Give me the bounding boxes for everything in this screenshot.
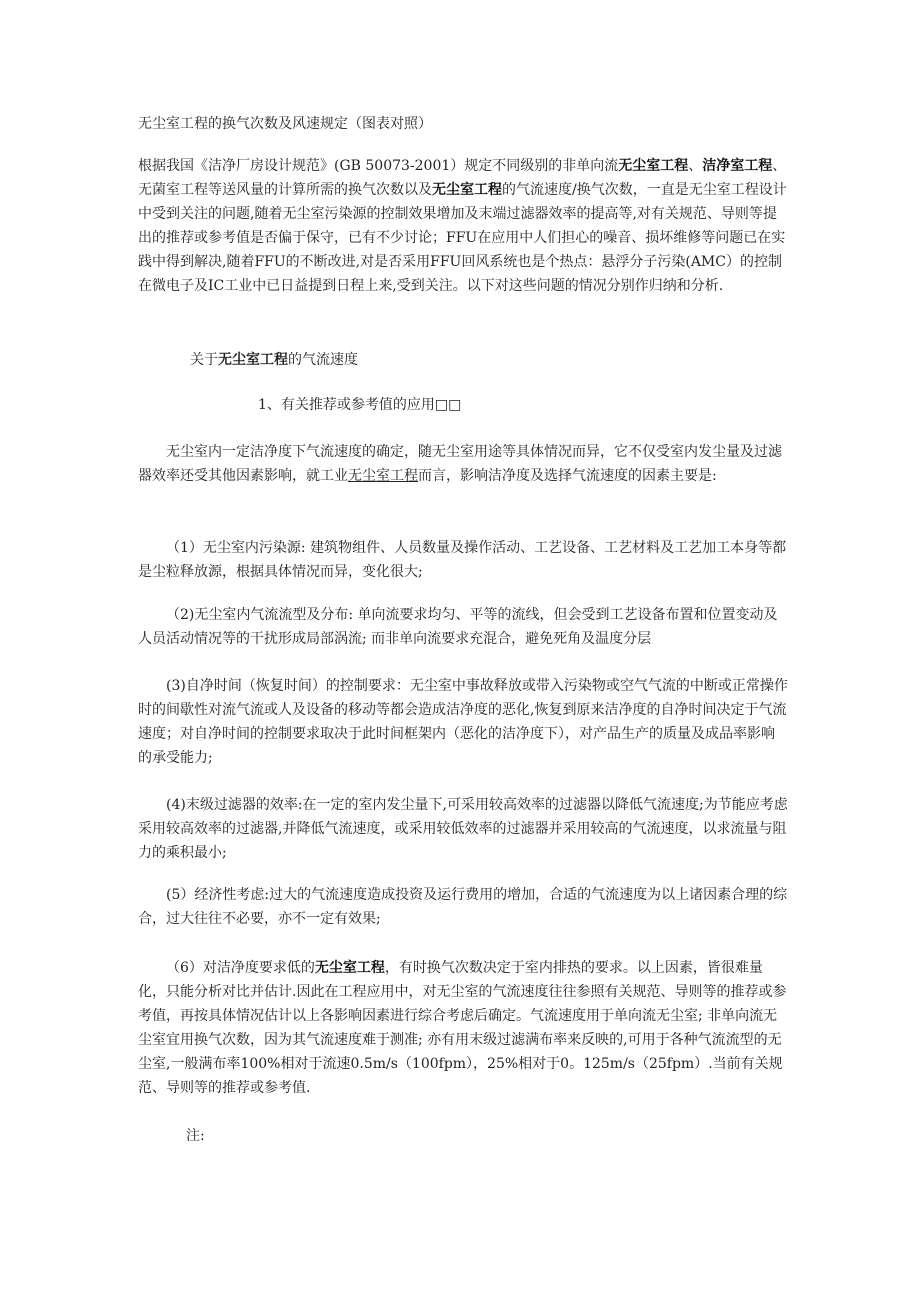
factor-item-6: [138, 956, 788, 1100]
item6-text-1: （6）对洁净度要求低的: [166, 960, 315, 976]
keyword-clean-room-engineering: 洁净室工程: [702, 158, 773, 174]
section-heading-prefix: 关于: [190, 352, 218, 368]
intro-text-3: 、无菌室工程等送风量的计算所需的换气次数以及: [138, 158, 787, 198]
factors-paragraph: [138, 440, 788, 488]
keyword-cleanroom-engineering-link: 无尘室工程: [348, 468, 418, 484]
factor-item-3: (3)自净时间（恢复时间）的控制要求：无尘室中事故释放或带入污染物或空气气流的中断或正常操作时的间歇性对流气流或人及设备的移动等都会造成洁净度的恶化,恢复到原来洁净度的自净时间决定于气流速度；对自净时间的控制要求取决于此时间框架内（恶化的洁净度下），对产品生产的质量及成品率影响的承受能力;: [138, 678, 788, 766]
document-title: 无尘室工程的换气次数及风速规定（图表对照）: [138, 116, 432, 132]
keyword-cleanroom-engineering: 无尘室工程: [218, 352, 288, 368]
note-label: 注:: [186, 1128, 205, 1144]
item6-text-2: ，有时换气次数决定于室内排热的要求。以上因素，皆很难量化，只能分析对比并估计.因此在工程应用中，对无尘室的气流速度往往参照有关规范、导则等的推荐或参考值，再按具体情况估计以上各影响因素进行综合考虑后确定。气流速度用于单向流无尘室; 非单向流无尘室宜用换气次数，因为其气流速度难于测准; 亦有用末级过滤满布率来反映的,可用于各种气流流型的无尘室,一般满布率100%相对于流速0.5m/s（100fpm），25%相对于0。125m/s（25fpm）.当前有关规范、导则等的推荐或参考值.: [138, 960, 787, 1096]
factors-text-2: 而言，影响洁净度及选择气流速度的因素主要是:: [418, 468, 717, 484]
intro-text-2: 、: [688, 158, 703, 174]
subheading: 1、有关推荐或参考值的应用□□: [258, 397, 462, 413]
factor-item-2: （2)无尘室内气流流型及分布: 单向流要求均匀、平等的流线，但会受到工艺设备布置和位置变动及人员活动情况等的干扰形成局部涡流; 而非单向流要求充混合，避免死角及温度分层: [138, 607, 778, 647]
intro-paragraph: [138, 154, 788, 298]
keyword-cleanroom-engineering: 无尘室工程: [618, 158, 689, 174]
section-heading: [190, 350, 358, 370]
factor-item-4: (4)末级过滤器的效率:在一定的室内发尘量下,可采用较高效率的过滤器以降低气流速度;为节能应考虑采用较高效率的过滤器,并降低气流速度，或采用较低效率的过滤器并采用较高的气流速度，以求流量与阻力的乘积最小;: [138, 797, 788, 861]
intro-text-4: 的气流速度/换气次数，一直是无尘室工程设计中受到关注的问题,随着无尘室污染源的控制效果增加及末端过滤器效率的提高等,对有关规范、导则等提出的推荐或参考值是否偏于保守，已有不少讨论；FFU在应用中人们担心的噪音、损坏维修等问题已在实践中得到解决,随着FFU的不断改进,对是否采用FFU回风系统也是个热点：悬浮分子污染(AMC）的控制在微电子及IC工业中已日益提到日程上来,受到关注。以下对这些问题的情况分别作归纳和分析.: [138, 182, 787, 294]
intro-text-1: 根据我国《洁净厂房设计规范》(GB 50073-2001）规定不同级别的非单向流: [138, 158, 619, 174]
keyword-cleanroom-engineering: 无尘室工程: [432, 182, 502, 198]
keyword-cleanroom-engineering: 无尘室工程: [314, 960, 385, 976]
factor-item-1: （1）无尘室内污染源: 建筑物组件、人员数量及操作活动、工艺设备、工艺材料及工艺加工本身等都是尘粒释放源，根据具体情况而异，变化很大;: [138, 540, 787, 580]
factor-item-5: (5）经济性考虑:过大的气流速度造成投资及运行费用的增加，合适的气流速度为以上诸因素合理的综合，过大往往不必要，亦不一定有效果;: [138, 887, 788, 927]
section-heading-suffix: 的气流速度: [288, 352, 358, 368]
factors-text-1: 无尘室内一定洁净度下气流速度的确定，随无尘室用途等具体情况而异，它不仅受室内发尘量及过滤器效率还受其他因素影响，就工业: [138, 444, 782, 484]
